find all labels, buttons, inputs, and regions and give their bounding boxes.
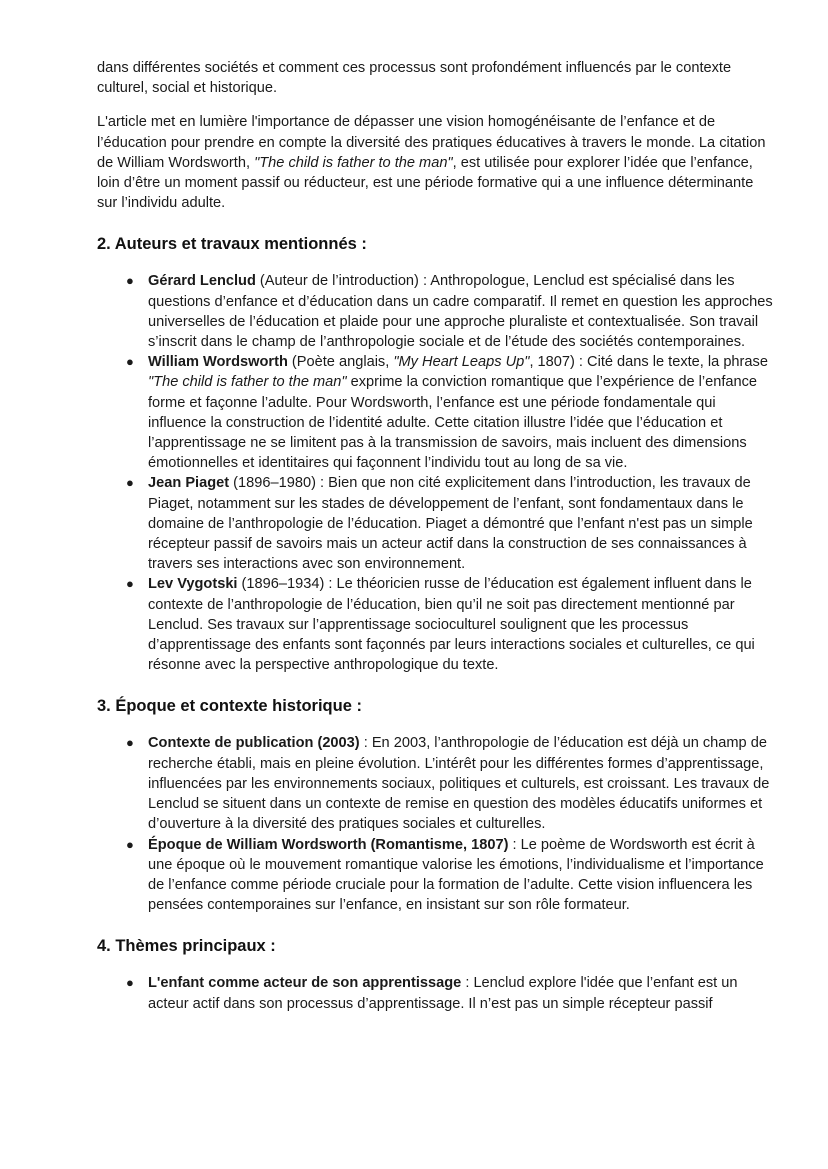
bullet-icon: ● <box>126 354 134 370</box>
context-list <box>97 733 777 915</box>
themes-list <box>97 973 777 1013</box>
paragraph-text: L'article met en lumière l'importance de dépasser une vision homogénéisante de l’enfance et de l’éducation pour prendre en compte la diversité des pratiques éducatives à travers le monde. La citation de William Wordsworth, <box>97 114 766 171</box>
item-text: (Poète anglais, <box>287 354 394 371</box>
bullet-icon: ● <box>126 735 134 751</box>
item-title: Jean Piaget <box>148 475 230 492</box>
item-text: (1896–1934) : Le théoricien russe de l’éducation est également influent dans le contexte de l’anthropologie de l’éducation, bien qu’il ne soit pas directement mentionné par Lenclud. Ses travaux sur l’apprentissage socioculturel soulignent que les processus d’apprentissage des enfants sont façonnés par leurs interactions sociales et culturelles, ce qui résonne avec la perspective anthropologique du texte. <box>148 576 755 674</box>
item-title: Époque de William Wordsworth (Romantisme, 1807) <box>148 836 509 853</box>
poem-title: "My Heart Leaps Up" <box>393 354 530 371</box>
bullet-icon: ● <box>126 273 134 289</box>
wordsworth-quote: "The child is father to the man" <box>254 154 453 171</box>
item-text: exprime la conviction romantique que l’expérience de l’enfance forme et façonne l’adulte. Pour Wordsworth, l’enfance est une période fondamentale qui influence la construction de l’identité adulte. Cette citation illustre l’idée que l’éducation et l’apprentissage ne se limitent pas à la transmission de savoirs, mais incluent des dimensions émotionnelles et identitaires qui façonnent l’individu tout au long de sa vie. <box>148 374 758 472</box>
document-page <box>97 58 777 1014</box>
bullet-icon: ● <box>126 475 134 491</box>
bullet-icon: ● <box>126 836 134 852</box>
paragraph-text: , est utilisée pour explorer l’idée que l’enfance, loin d’être un moment passif ou réducteur, est une période formative qui a une influence déterminante sur l’individu adulte. <box>97 154 754 212</box>
list-item <box>126 271 777 352</box>
item-title: William Wordsworth <box>148 354 288 371</box>
list-item <box>126 574 777 675</box>
intro-paragraph-1: dans différentes sociétés et comment ces processus sont profondément influencés par le contexte culturel, social et historique. <box>97 60 732 97</box>
list-item <box>126 352 777 473</box>
bullet-icon: ● <box>126 975 134 991</box>
bullet-icon: ● <box>126 576 134 592</box>
item-text: : En 2003, l’anthropologie de l’éducation est déjà un champ de recherche établi, mais en pleine évolution. L’intérêt pour les différentes formes d’apprentissage, influencées par les environnements sociaux, politiques et culturels, est croissant. Les travaux de Lenclud se situent dans un contexte de remise en question des modèles éducatifs uniformes et d’ouverture à la diversité des pratiques sociales et culturelles. <box>148 735 770 833</box>
intro-paragraph-2 <box>97 112 777 213</box>
item-text: (1896–1980) : Bien que non cité explicitement dans l’introduction, les travaux de Piaget, notamment sur les stades de développement de l’enfant, sont fondamentaux dans le domaine de l’anthropologie de l’éducation. Piaget a démontré que l’enfant n'est pas un simple récepteur passif de savoirs mais un acteur actif dans la construction de ses connaissances à travers ses interactions avec son environnement. <box>148 475 753 573</box>
list-item <box>126 733 777 834</box>
item-title: Contexte de publication (2003) <box>148 735 360 752</box>
item-text: : Lenclud explore l'idée que l’enfant est un acteur actif dans son processus d’apprentissage. Il n’est pas un simple récepteur passif <box>148 975 738 1012</box>
item-text: , 1807) : Cité dans le texte, la phrase <box>529 354 768 371</box>
item-text: (Auteur de l’introduction) : Anthropologue, Lenclud est spécialisé dans les questions d’enfance et d’éducation dans un cadre comparatif. Il remet en question les approches universelles de l’éducation et plaide pour une approche pluraliste et contextualisée. Son travail s’inscrit dans le champ de l’anthropologie sociale et de l’étude des sociétés contemporaines. <box>148 273 773 351</box>
item-title: Lev Vygotski <box>148 576 238 593</box>
section-heading-main-themes: 4. Thèmes principaux : <box>97 937 276 956</box>
list-item <box>126 973 777 1013</box>
item-text: : Le poème de Wordsworth est écrit à une époque où le mouvement romantique valorise les émotions, l’individualisme et l’importance de l’enfance comme période cruciale pour la formation de l’adulte. Cette vision influencera les pensées contemporaines sur l’enfance, en insistant sur son rôle formateur. <box>148 836 764 914</box>
section-heading-historical-context: 3. Époque et contexte historique : <box>97 697 362 716</box>
section-heading-authors: 2. Auteurs et travaux mentionnés : <box>97 235 367 254</box>
authors-list <box>97 271 777 675</box>
wordsworth-quote: "The child is father to the man" <box>148 374 347 391</box>
list-item <box>126 835 777 916</box>
list-item <box>126 473 777 574</box>
item-title: L'enfant comme acteur de son apprentissage <box>148 975 462 992</box>
item-title: Gérard Lenclud <box>148 273 256 290</box>
